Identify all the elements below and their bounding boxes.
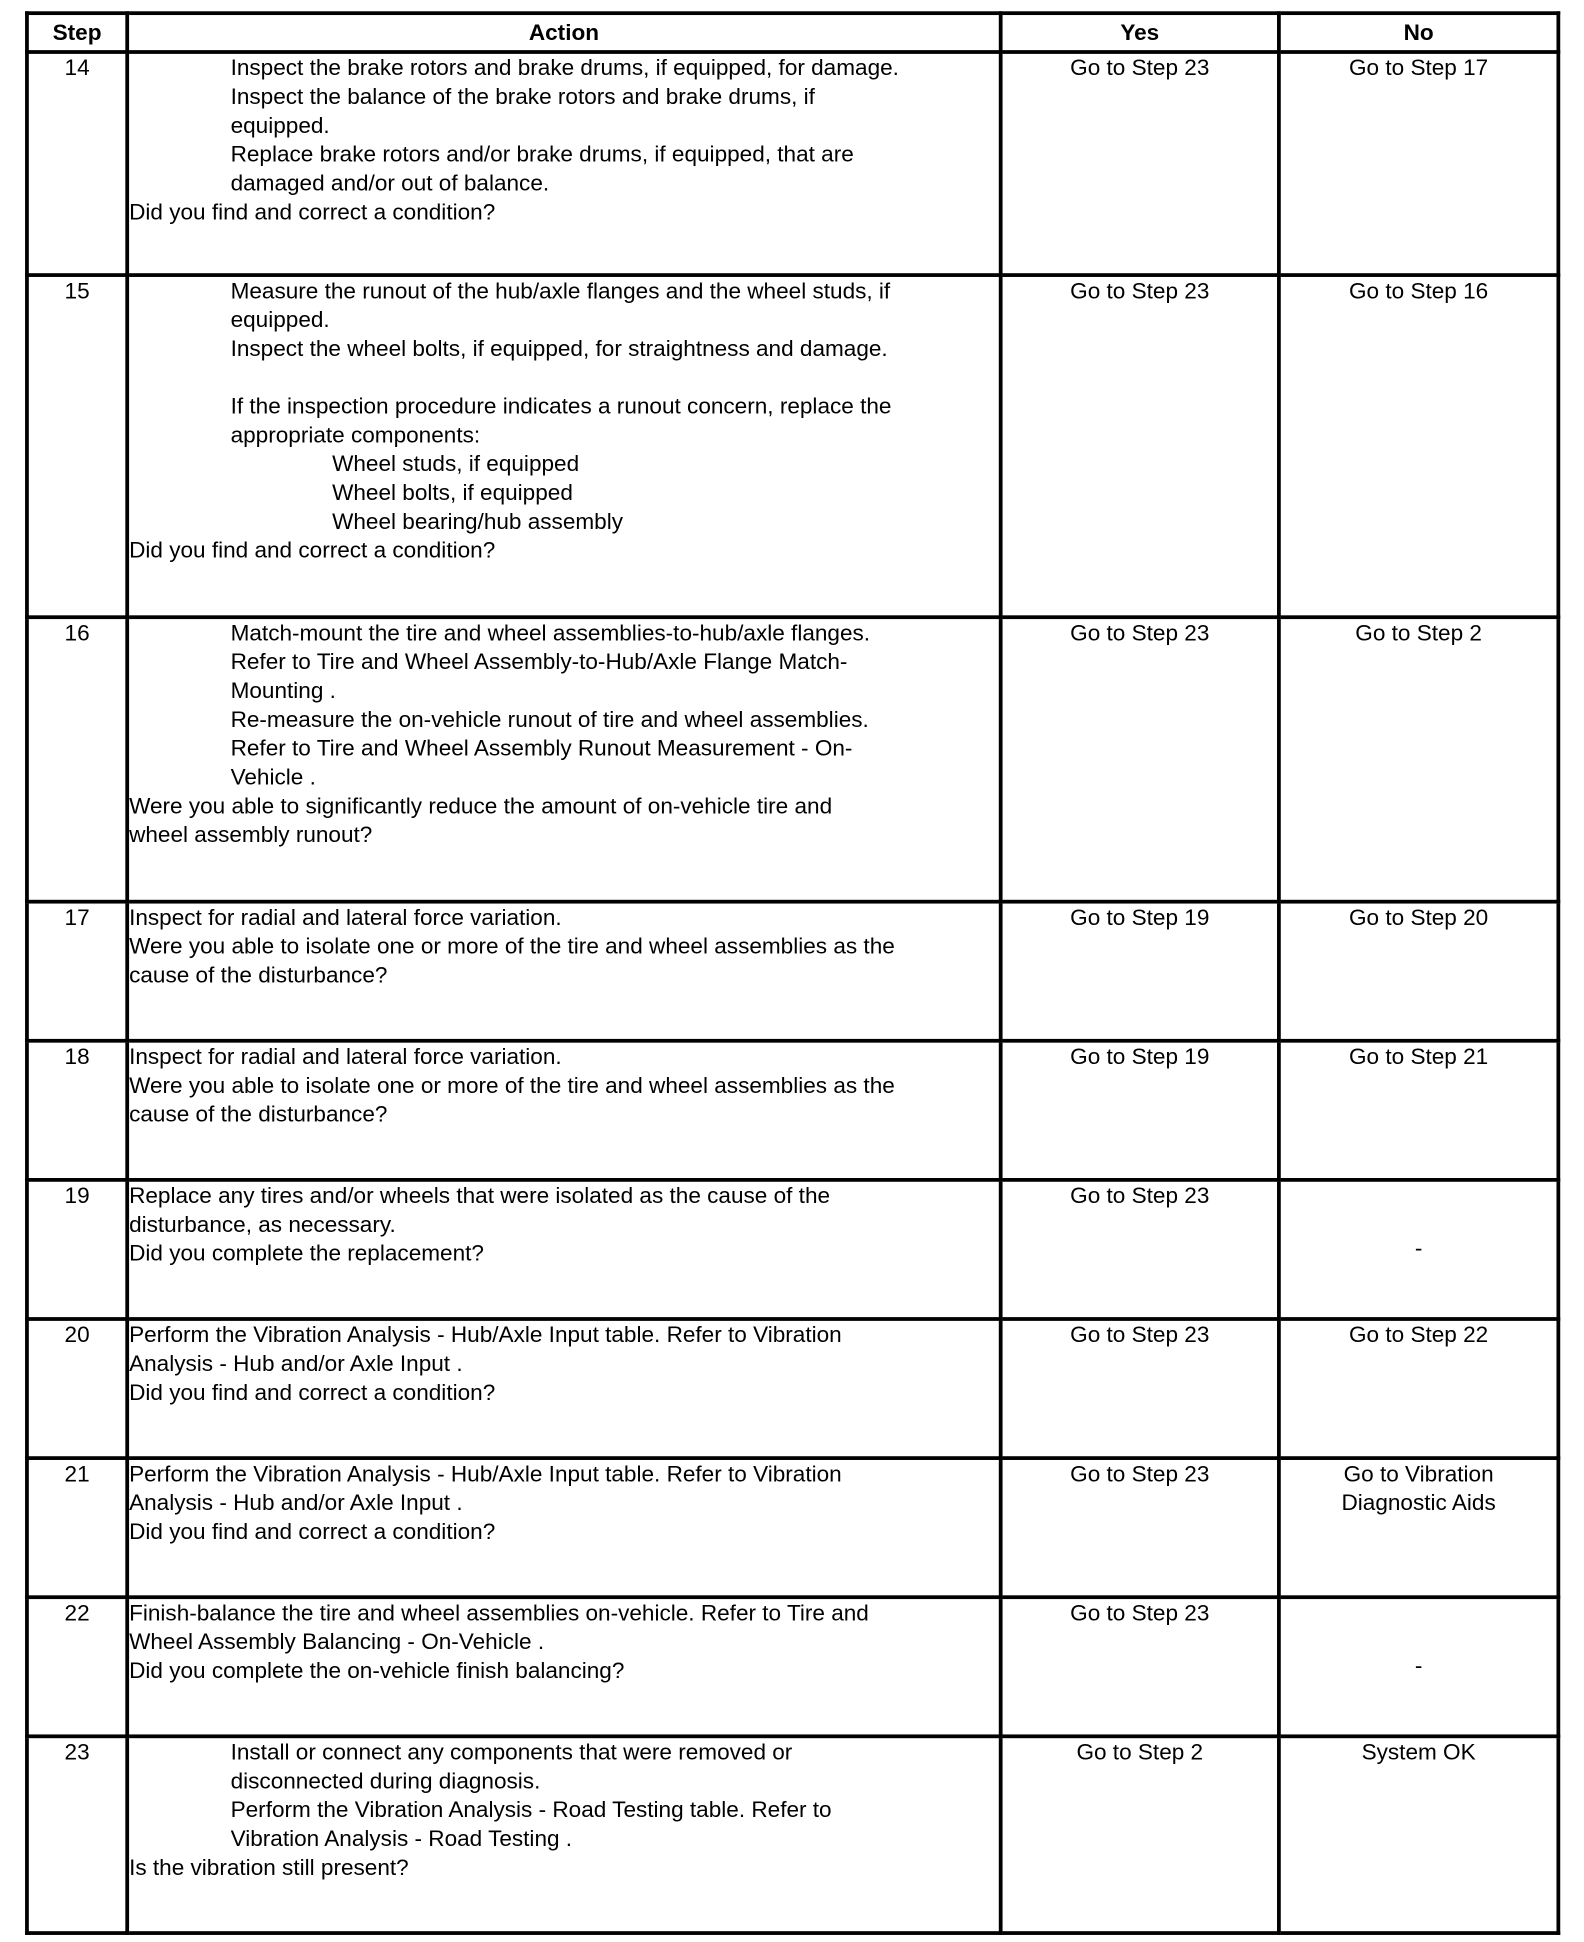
action-line: Replace brake rotors and/or brake drums, if equipped, that are damaged and/or out of balance.: [230, 141, 854, 196]
action-question: Did you complete the replacement?: [129, 1240, 484, 1266]
no-cell: [1279, 1180, 1558, 1319]
action-text: Finish-balance the tire and wheel assemblies on-vehicle. Refer to Tire and Wheel Assembly Balancing - On-Vehicle .: [129, 1600, 869, 1655]
action-question: Were you able to significantly reduce the amount of on-vehicle tire and wheel assembly runout?: [129, 793, 833, 848]
action-question: Did you find and correct a condition?: [129, 537, 496, 563]
action-text: Perform the Vibration Analysis - Hub/Axle Input table. Refer to Vibration Analysis - Hub and/or Axle Input .: [129, 1322, 842, 1377]
step-number: 14: [27, 52, 127, 275]
no-cell: [1279, 52, 1558, 275]
action-cell: [127, 1180, 1000, 1319]
step-number: 18: [27, 1041, 127, 1180]
yes-result: Go to Step 23: [1070, 1322, 1210, 1348]
no-result: -: [1414, 1652, 1423, 1678]
yes-cell: [1001, 1319, 1279, 1458]
yes-cell: [1001, 1041, 1279, 1180]
table-row: [27, 1319, 1558, 1458]
table-row: [27, 902, 1558, 1041]
no-cell: [1279, 617, 1558, 901]
yes-cell: [1001, 52, 1279, 275]
no-result: Go to Vibration Diagnostic Aids: [1341, 1461, 1496, 1516]
diagnostic-table: [25, 11, 1560, 1935]
action-question: Did you complete the on-vehicle finish balancing?: [129, 1657, 625, 1684]
yes-cell: [1001, 617, 1279, 901]
step-number: 22: [27, 1597, 127, 1736]
action-line: Inspect the balance of the brake rotors and brake drums, if equipped.: [230, 83, 815, 138]
action-cell: [127, 902, 1000, 1041]
header-step: Step: [27, 13, 127, 52]
action-text: Perform the Vibration Analysis - Hub/Axle Input table. Refer to Vibration Analysis - Hub and/or Axle Input .: [129, 1461, 842, 1516]
yes-result: Go to Step 23: [1070, 1461, 1210, 1487]
action-cell: [127, 1319, 1000, 1458]
no-cell: [1279, 1597, 1558, 1736]
action-question: Were you able to isolate one or more of the tire and wheel assemblies as the cause of the disturbance?: [129, 933, 895, 988]
action-cell: [127, 1597, 1000, 1736]
no-result: Go to Step 20: [1349, 904, 1489, 930]
yes-result: Go to Step 23: [1070, 278, 1210, 304]
no-result: Go to Step 16: [1349, 278, 1489, 304]
step-number: 20: [27, 1319, 127, 1458]
action-line: Perform the Vibration Analysis - Road Testing table. Refer to Vibration Analysis - Road Testing .: [230, 1797, 832, 1851]
step-number: 17: [27, 902, 127, 1041]
no-cell: [1279, 275, 1558, 617]
yes-result: Go to Step 23: [1070, 1183, 1210, 1209]
no-result: -: [1414, 1235, 1423, 1261]
action-line: Install or connect any components that were removed or disconnected during diagnosis.: [230, 1739, 793, 1794]
table-row: [27, 1736, 1558, 1933]
no-cell: [1279, 1041, 1558, 1180]
action-line: Inspect the brake rotors and brake drums, if equipped, for damage.: [230, 55, 899, 81]
yes-result: Go to Step 19: [1070, 904, 1210, 930]
action-cell: [127, 1736, 1000, 1933]
no-cell: [1279, 1319, 1558, 1458]
yes-cell: [1001, 902, 1279, 1041]
yes-result: Go to Step 2: [1076, 1739, 1204, 1765]
table-row: [27, 1180, 1558, 1319]
action-line: Re-measure the on-vehicle runout of tire and wheel assemblies. Refer to Tire and Wheel Assembly Runout Measurement - On- Vehicle .: [230, 706, 869, 790]
yes-result: Go to Step 19: [1070, 1043, 1210, 1069]
step-number: 19: [27, 1180, 127, 1319]
action-cell: [127, 275, 1000, 617]
yes-cell: [1001, 1180, 1279, 1319]
action-line: Inspect the wheel bolts, if equipped, for straightness and damage.: [230, 335, 888, 361]
header-no: No: [1279, 13, 1558, 52]
yes-cell: [1001, 1597, 1279, 1736]
header-row: [27, 13, 1558, 52]
component-item: Wheel bearing/hub assembly: [332, 508, 624, 534]
action-line: If the inspection procedure indicates a runout concern, replace the appropriate components:: [230, 393, 892, 448]
no-cell: [1279, 902, 1558, 1041]
action-cell: [127, 1041, 1000, 1180]
action-text: Inspect for radial and lateral force variation.: [129, 904, 562, 930]
action-question: Did you find and correct a condition?: [129, 1379, 496, 1405]
yes-result: Go to Step 23: [1070, 620, 1210, 646]
no-result: System OK: [1361, 1739, 1476, 1765]
no-result: Go to Step 22: [1349, 1322, 1489, 1348]
no-result: Go to Step 17: [1349, 55, 1489, 81]
step-number: 16: [27, 617, 127, 901]
step-number: 15: [27, 275, 127, 617]
header-yes: Yes: [1001, 13, 1279, 52]
no-cell: [1279, 1736, 1558, 1933]
step-number: 21: [27, 1458, 127, 1597]
action-question: Did you find and correct a condition?: [129, 199, 496, 225]
no-result: Go to Step 21: [1349, 1043, 1489, 1069]
no-cell: [1279, 1458, 1558, 1597]
component-item: Wheel bolts, if equipped: [332, 479, 573, 506]
action-cell: [127, 52, 1000, 275]
table-row: [27, 1597, 1558, 1736]
action-question: Did you find and correct a condition?: [129, 1518, 496, 1544]
action-question: Is the vibration still present?: [129, 1854, 409, 1880]
action-question: Were you able to isolate one or more of the tire and wheel assemblies as the cause of the disturbance?: [129, 1072, 895, 1127]
no-result: Go to Step 2: [1355, 620, 1482, 646]
table-row: [27, 275, 1558, 617]
yes-result: Go to Step 23: [1070, 55, 1210, 81]
action-cell: [127, 1458, 1000, 1597]
action-line: Measure the runout of the hub/axle flanges and the wheel studs, if equipped.: [230, 278, 891, 333]
table-row: [27, 1041, 1558, 1180]
yes-cell: [1001, 1458, 1279, 1597]
action-text: Inspect for radial and lateral force variation.: [129, 1043, 562, 1069]
component-item: Wheel studs, if equipped: [332, 451, 580, 477]
action-text: Replace any tires and/or wheels that were isolated as the cause of the disturbance, as necessary.: [129, 1183, 831, 1237]
yes-result: Go to Step 23: [1070, 1600, 1210, 1626]
table-row: [27, 52, 1558, 275]
yes-cell: [1001, 1736, 1279, 1933]
yes-cell: [1001, 275, 1279, 617]
header-action: Action: [127, 13, 1000, 52]
step-number: 23: [27, 1736, 127, 1933]
action-line: Match-mount the tire and wheel assemblies-to-hub/axle flanges. Refer to Tire and Wheel Assembly-to-Hub/Axle Flange Match- Mounting .: [230, 620, 871, 704]
table-row: [27, 1458, 1558, 1597]
action-cell: [127, 617, 1000, 901]
table-row: [27, 617, 1558, 901]
